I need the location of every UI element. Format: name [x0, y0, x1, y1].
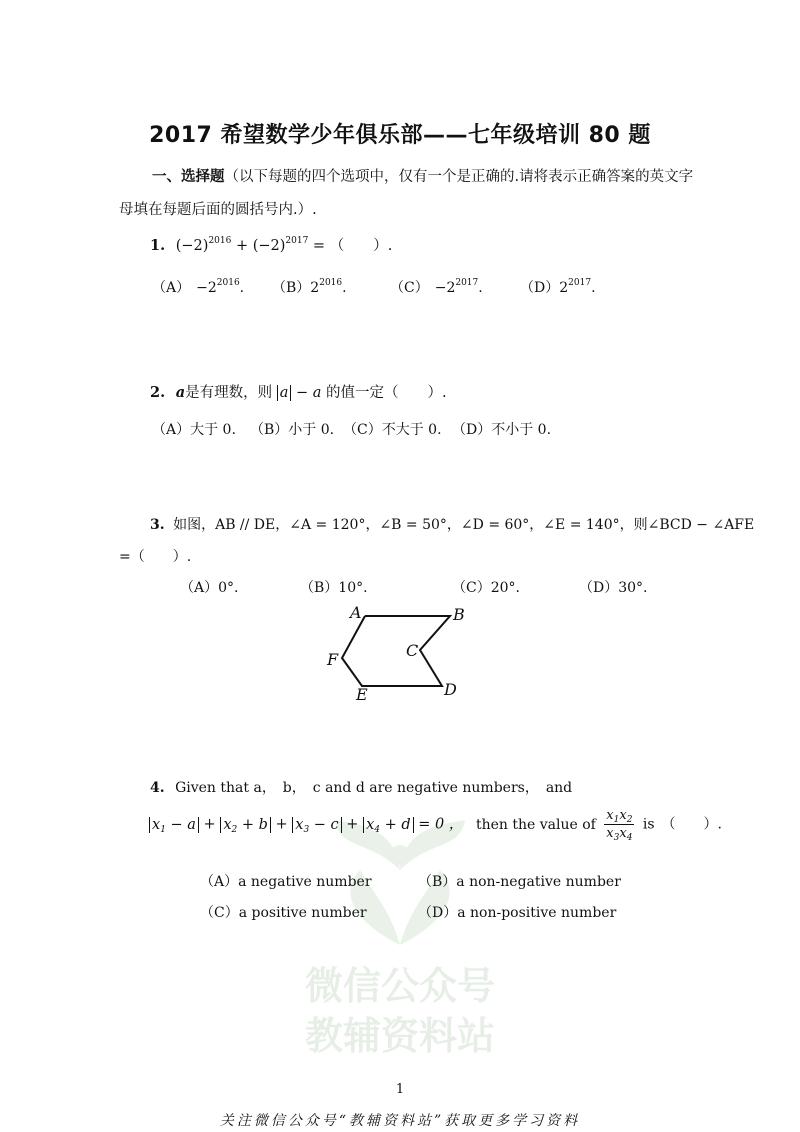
question-2-option-b: （B）小于 0. — [250, 422, 335, 438]
question-1-option-d: $(D)2^{2017}$. — [520, 278, 596, 296]
question-1-option-b: $(B)2^{2016}$. — [272, 278, 347, 296]
question-4-option-b: （B）a non-negative number — [418, 874, 621, 890]
section-instruction-line-1 — [152, 165, 693, 186]
question-4-option-d: （D）a non-positive number — [418, 905, 617, 921]
footer-text: 关注微信公众号“教辅资料站”获取更多学习资料 — [219, 1113, 581, 1129]
figure-label-c: C — [406, 641, 419, 660]
page-number: 1 — [395, 1082, 405, 1097]
question-1-stem: 1. $(-2)^{2016} + (-2)^{2017}$ = （ ）. — [150, 236, 393, 254]
question-2-option-d: （D）不小于 0. — [452, 422, 552, 438]
question-3-stem-line-2: =（ ）. — [119, 549, 192, 565]
question-4-equation: $x_1 - a + x_2 + b + x_3 - c + x_4 + d = 0$ ， — [149, 817, 468, 833]
question-3-option-b: （B）10°. — [300, 580, 368, 596]
question-2-option-c: （C）不大于 0. — [343, 422, 442, 438]
question-2-number: 2. — [150, 384, 166, 401]
figure-label-e: E — [356, 685, 368, 704]
figure-label-a: A — [350, 603, 362, 622]
question-1-option-c: $(C) -2^{2017}$. — [390, 278, 483, 296]
question-4-option-a: （A）a negative number — [200, 874, 372, 890]
watermark-line-1: 微信公众号 — [304, 964, 495, 1008]
section-instruction-1: （以下每题的四个选项中，仅有一个是正确的.请将表示正确答案的英文字 — [224, 169, 694, 185]
figure-label-b: B — [453, 605, 465, 624]
figure-label-f: F — [327, 650, 339, 669]
question-1-option-a: $(A) -2^{2016}$. — [152, 278, 245, 296]
question-3-option-c: （C）20°. — [452, 580, 520, 596]
figure-label-d: D — [444, 680, 457, 699]
section-instruction-2: 母填在每题后面的圆括号内.）. — [119, 202, 317, 218]
watermark-line-2: 教辅资料站 — [304, 1014, 495, 1058]
question-4-fraction: $\frac{x_1x_2}{x_3x_4}$ — [606, 808, 633, 843]
question-2-variable: a — [175, 384, 186, 401]
question-4-equation-line: $x_1 - a + x_2 + b + x_3 - c + x_4 + d = 0$ ， then the value of $\frac{x_1x_2}{x_3x_4}$ is （ ）. — [149, 808, 722, 841]
question-3-stem-line-1: 3. 如图，AB // DE，∠A = 120°，∠B = 50°，∠D = 60°，∠E = 140°，则∠BCD − ∠AFE — [150, 517, 755, 533]
question-1-number: 1. — [150, 237, 166, 254]
question-3-figure — [320, 598, 480, 704]
section-label: 一、选择题 — [152, 168, 225, 185]
question-3-option-d: （D）30°. — [579, 580, 648, 596]
question-2-stem: 2. a是有理数，则 a − a 的值一定（ ）. — [150, 384, 447, 401]
question-2-option-a: （A）大于 0. — [152, 422, 236, 438]
question-4-option-c: （C）a positive number — [200, 905, 367, 921]
question-3-option-a: （A）0°. — [180, 580, 239, 596]
question-3-number: 3. — [150, 517, 165, 533]
figure-hexagon — [342, 616, 450, 686]
question-4-number: 4. — [150, 780, 165, 796]
question-4-stem-line-1: 4. Given that a， b， c and d are negative numbers， and — [150, 780, 573, 796]
page-title: 2017 希望数学少年俱乐部——七年级培训 80 题 — [149, 123, 651, 148]
